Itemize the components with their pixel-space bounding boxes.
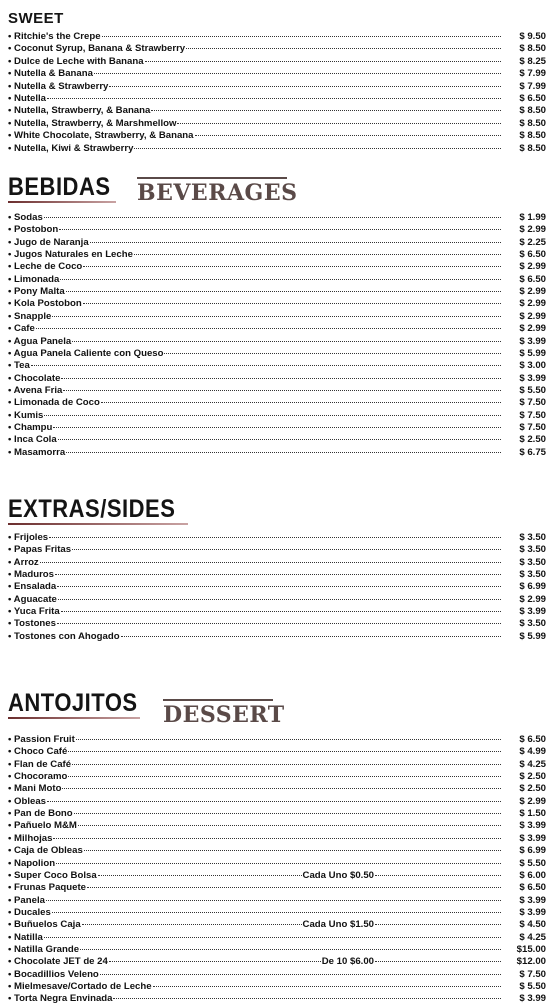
dot-leader [60, 279, 501, 280]
dot-leader [375, 924, 501, 925]
dot-leader [58, 439, 501, 440]
item-name: • Tostones [8, 618, 56, 630]
item-name: • Yuca Frita [8, 606, 60, 618]
menu-item [8, 143, 546, 155]
item-price: $ 7.99 [519, 80, 546, 92]
item-name: • Nutella & Banana [8, 68, 93, 80]
menu-item [8, 969, 546, 981]
item-name: • Bocadillios Veleno [8, 968, 99, 980]
dot-leader [53, 838, 501, 839]
dot-leader [109, 961, 321, 962]
item-name: • Dulce de Leche with Banana [8, 55, 144, 67]
item-name: • Chocolate [8, 372, 61, 384]
item-price: $ 3.50 [519, 556, 546, 568]
subtitle-overline [163, 699, 273, 701]
item-name: • Arroz [8, 556, 39, 568]
item-price: $ 4.99 [519, 746, 546, 758]
dot-leader [44, 937, 501, 938]
section-title-bebidas: BEBIDAS [8, 172, 111, 201]
dot-leader [375, 875, 501, 876]
item-name: • Masamorra [8, 446, 66, 458]
item-name: • Ritchie's the Crepe [8, 31, 101, 42]
item-price: $ 2.99 [519, 795, 546, 807]
menu-item [8, 385, 546, 397]
item-price: $ 2.50 [519, 771, 546, 783]
item-name: • Natilla Grande [8, 943, 80, 955]
item-name: • Limonada de Coco [8, 397, 100, 409]
item-name: • Mani Moto [8, 783, 62, 795]
dot-leader [52, 316, 501, 317]
item-price: $ 7.99 [519, 68, 546, 80]
dot-leader [72, 764, 501, 765]
dot-leader [40, 562, 501, 563]
menu-item [8, 956, 546, 968]
dot-leader [100, 974, 501, 975]
item-price: $ 8.50 [519, 117, 546, 129]
item-name: • Obleas [8, 795, 47, 807]
item-price: $ 9.50 [519, 31, 546, 42]
item-price: $ 7.50 [519, 968, 546, 980]
menu-item [8, 31, 546, 43]
menu-item [8, 532, 546, 544]
menu-item [8, 447, 546, 459]
item-name: • Jugos Naturales en Leche [8, 249, 133, 261]
dot-leader [134, 254, 501, 255]
item-price: $ 2.99 [519, 224, 546, 236]
item-price: $ 3.50 [519, 532, 546, 543]
dot-leader [94, 73, 501, 74]
title-underline [8, 201, 116, 203]
menu-item [8, 224, 546, 236]
menu-item [8, 557, 546, 569]
dot-leader [113, 998, 501, 999]
menu-item [8, 298, 546, 310]
item-price: $ 6.75 [519, 446, 546, 458]
dot-leader [57, 623, 501, 624]
dot-leader [84, 850, 501, 851]
item-price: $ 3.99 [519, 335, 546, 347]
dot-leader [55, 574, 501, 575]
menu-item [8, 808, 546, 820]
title-underline [8, 717, 140, 719]
section-title-sweet: SWEET [8, 10, 64, 27]
dot-leader [52, 912, 501, 913]
menu-item [8, 919, 546, 931]
menu-item [8, 323, 546, 335]
item-price: $ 4.50 [519, 919, 546, 931]
item-price: $ 2.99 [519, 593, 546, 605]
dot-leader [46, 900, 501, 901]
item-price: $ 3.50 [519, 544, 546, 556]
item-price: $ 2.99 [519, 298, 546, 310]
item-name: • Inca Cola [8, 434, 57, 446]
dot-leader [82, 924, 302, 925]
item-name: • Pony Malta [8, 286, 65, 298]
menu-item [8, 81, 546, 93]
dot-leader [68, 776, 501, 777]
item-name: • Flan de Café [8, 758, 72, 770]
title-underline [8, 523, 188, 525]
dot-leader [58, 599, 501, 600]
section-subtitle-bebidas: BEVERAGES [137, 180, 298, 206]
dot-leader [134, 148, 501, 149]
dot-leader [375, 961, 501, 962]
menu-item [8, 907, 546, 919]
item-price: $ 6.50 [519, 734, 546, 745]
item-price: $ 6.50 [519, 882, 546, 894]
item-name: • Choco Café [8, 746, 68, 758]
menu-item [8, 895, 546, 907]
menu-item [8, 771, 546, 783]
dot-leader [164, 353, 501, 354]
menu-item [8, 56, 546, 68]
item-name: • Tea [8, 360, 30, 372]
item-name: • Milhojas [8, 832, 53, 844]
menu-item [8, 336, 546, 348]
menu-item [8, 261, 546, 273]
item-name: • Buñuelos Caja [8, 919, 81, 931]
dot-leader [177, 123, 501, 124]
item-price: $ 6.50 [519, 273, 546, 285]
item-name: • Napolion [8, 857, 56, 869]
item-price: $ 3.50 [519, 618, 546, 630]
dot-leader [53, 427, 501, 428]
item-price: $ 7.50 [519, 409, 546, 421]
dot-leader [63, 390, 501, 391]
menu-item [8, 93, 546, 105]
item-price: $ 3.99 [519, 906, 546, 918]
item-name: • Mielmesave/Cortado de Leche [8, 981, 152, 992]
menu-item [8, 820, 546, 832]
item-price: $ 5.99 [519, 630, 546, 642]
item-name: • Postobon [8, 224, 59, 236]
dot-leader [101, 402, 501, 403]
item-price: $ 6.50 [519, 93, 546, 104]
item-name: • Papas Fritas [8, 544, 72, 556]
item-name: • Frijoles [8, 532, 49, 543]
menu-item [8, 845, 546, 857]
item-name: • Avena Fria [8, 384, 63, 396]
item-price: $ 8.50 [519, 105, 546, 117]
item-name: • Torta Negra Envinada [8, 993, 113, 1005]
item-price: $ 3.00 [519, 360, 546, 372]
dot-leader [195, 135, 502, 136]
menu-item [8, 734, 546, 746]
menu-item [8, 311, 546, 323]
item-price: $ 6.99 [519, 581, 546, 593]
menu-item [8, 882, 546, 894]
item-name: • Coconut Syrup, Banana & Strawberry [8, 43, 186, 55]
dot-leader [68, 751, 501, 752]
item-name: • Ensalada [8, 581, 57, 593]
item-name: • Nutella, Kiwi & Strawberry [8, 142, 134, 154]
dot-leader [59, 229, 501, 230]
item-name: • White Chocolate, Strawberry, & Banana [8, 130, 194, 142]
dot-leader [62, 788, 501, 789]
item-price: $12.00 [516, 956, 546, 968]
dot-leader [56, 863, 501, 864]
menu-item [8, 581, 546, 593]
item-price: $ 1.50 [519, 808, 546, 820]
dot-leader [36, 328, 501, 329]
dot-leader [121, 636, 501, 637]
item-price: $ 8.25 [519, 55, 546, 67]
dot-leader [47, 801, 501, 802]
dot-leader [61, 378, 501, 379]
item-name: • Nutella [8, 93, 47, 104]
item-price: $ 2.50 [519, 434, 546, 446]
item-name: • Champu [8, 421, 53, 433]
dot-leader [78, 825, 501, 826]
menu-item [8, 618, 546, 630]
menu-item [8, 68, 546, 80]
menu-item [8, 858, 546, 870]
item-name: • Frunas Paquete [8, 882, 86, 894]
menu-item [8, 249, 546, 261]
menu-item [8, 130, 546, 142]
dot-leader [145, 61, 501, 62]
item-name: • Pan de Bono [8, 808, 73, 820]
item-name: • Maduros [8, 569, 55, 581]
item-name: • Chocolate JET de 24 [8, 956, 108, 968]
item-price: $ 3.99 [519, 832, 546, 844]
dot-leader [72, 341, 501, 342]
menu-item [8, 544, 546, 556]
menu-item [8, 759, 546, 771]
item-name: • Aguacate [8, 593, 57, 605]
menu-item [8, 105, 546, 117]
menu-item [8, 360, 546, 372]
item-price: $ 2.25 [519, 236, 546, 248]
dot-leader [83, 303, 501, 304]
menu-item [8, 569, 546, 581]
menu-item [8, 631, 546, 643]
item-name: • Kola Postobon [8, 298, 82, 310]
dot-leader [66, 291, 501, 292]
dot-leader [186, 48, 501, 49]
dot-leader [44, 217, 501, 218]
item-price: $ 2.99 [519, 286, 546, 298]
dot-leader [102, 36, 501, 37]
menu-item [8, 422, 546, 434]
item-price: $ 8.50 [519, 130, 546, 142]
menu-item [8, 796, 546, 808]
menu-item [8, 237, 546, 249]
item-price: $ 8.50 [519, 43, 546, 55]
item-price: $ 8.50 [519, 142, 546, 154]
item-price: $ 5.50 [519, 857, 546, 869]
item-name: • Caja de Obleas [8, 845, 83, 857]
item-name: • Leche de Coco [8, 261, 83, 273]
item-name: • Panela [8, 894, 45, 906]
item-name: • Nutella & Strawberry [8, 80, 109, 92]
dot-leader [74, 813, 501, 814]
item-price: $ 5.50 [519, 981, 546, 992]
item-price: $ 4.25 [519, 758, 546, 770]
item-price: $ 2.50 [519, 783, 546, 795]
item-price: $ 6.99 [519, 845, 546, 857]
section-title-extras: EXTRAS/SIDES [8, 494, 176, 523]
dot-leader [47, 98, 501, 99]
menu-item [8, 932, 546, 944]
menu-item [8, 746, 546, 758]
item-price: $ 1.99 [519, 212, 546, 223]
item-note: Cada Uno $0.50 [302, 869, 374, 881]
item-price: $ 3.99 [519, 993, 546, 1005]
item-name: • Limonada [8, 273, 60, 285]
item-name: • Snapple [8, 310, 52, 322]
item-price: $ 7.50 [519, 421, 546, 433]
dot-leader [98, 875, 302, 876]
menu-item [8, 373, 546, 385]
item-name: • Nutella, Strawberry, & Banana [8, 105, 151, 117]
menu-item [8, 397, 546, 409]
item-note: Cada Uno $1.50 [302, 919, 374, 931]
item-name: • Passion Fruit [8, 734, 75, 745]
item-name: • Super Coco Bolsa [8, 869, 97, 881]
dot-leader [66, 452, 501, 453]
item-price: $ 3.99 [519, 820, 546, 832]
item-price: $ 3.99 [519, 372, 546, 384]
dot-leader [31, 365, 501, 366]
menu-item [8, 43, 546, 55]
dot-leader [153, 986, 501, 987]
menu-item [8, 410, 546, 422]
item-name: • Sodas [8, 212, 43, 223]
item-price: $ 7.50 [519, 397, 546, 409]
item-price: $ 6.50 [519, 249, 546, 261]
item-name: • Nutella, Strawberry, & Marshmellow [8, 117, 177, 129]
item-name: • Agua Panela Caliente con Queso [8, 347, 164, 359]
item-name: • Kumis [8, 409, 44, 421]
subtitle-overline [137, 177, 287, 179]
section-title-antojitos: ANTOJITOS [8, 688, 138, 717]
item-price: $ 5.50 [519, 384, 546, 396]
item-price: $15.00 [516, 943, 546, 955]
menu-item [8, 286, 546, 298]
item-price: $ 3.99 [519, 606, 546, 618]
menu-item [8, 434, 546, 446]
dot-leader [83, 266, 501, 267]
item-name: • Natilla [8, 931, 43, 943]
dot-leader [87, 887, 501, 888]
item-price: $ 6.00 [519, 869, 546, 881]
item-price: $ 3.50 [519, 569, 546, 581]
item-name: • Chocoramo [8, 771, 68, 783]
menu-item [8, 606, 546, 618]
item-note: De 10 $6.00 [321, 956, 374, 968]
dot-leader [109, 86, 501, 87]
item-name: • Jugo de Naranja [8, 236, 89, 248]
menu-item [8, 870, 546, 882]
item-price: $ 2.99 [519, 261, 546, 273]
dot-leader [90, 242, 501, 243]
dot-leader [151, 110, 501, 111]
dot-leader [44, 415, 501, 416]
item-name: • Ducales [8, 906, 51, 918]
menu-item [8, 944, 546, 956]
dot-leader [61, 611, 501, 612]
item-name: • Pañuelo M&M [8, 820, 77, 832]
menu-item [8, 833, 546, 845]
dot-leader [80, 949, 501, 950]
item-price: $ 5.99 [519, 347, 546, 359]
item-price: $ 2.99 [519, 323, 546, 335]
item-name: • Cafe [8, 323, 35, 335]
menu-item [8, 274, 546, 286]
dot-leader [72, 549, 501, 550]
dot-leader [76, 739, 501, 740]
item-name: • Agua Panela [8, 335, 72, 347]
menu-item [8, 348, 546, 360]
menu-item [8, 212, 546, 224]
menu-item [8, 981, 546, 993]
item-price: $ 3.99 [519, 894, 546, 906]
section-subtitle-antojitos: DESSERT [163, 702, 285, 728]
item-price: $ 2.99 [519, 310, 546, 322]
menu-item [8, 783, 546, 795]
item-price: $ 4.25 [519, 931, 546, 943]
dot-leader [57, 586, 501, 587]
menu-item [8, 118, 546, 130]
item-name: • Tostones con Ahogado [8, 630, 120, 642]
menu-item [8, 594, 546, 606]
dot-leader [49, 537, 501, 538]
